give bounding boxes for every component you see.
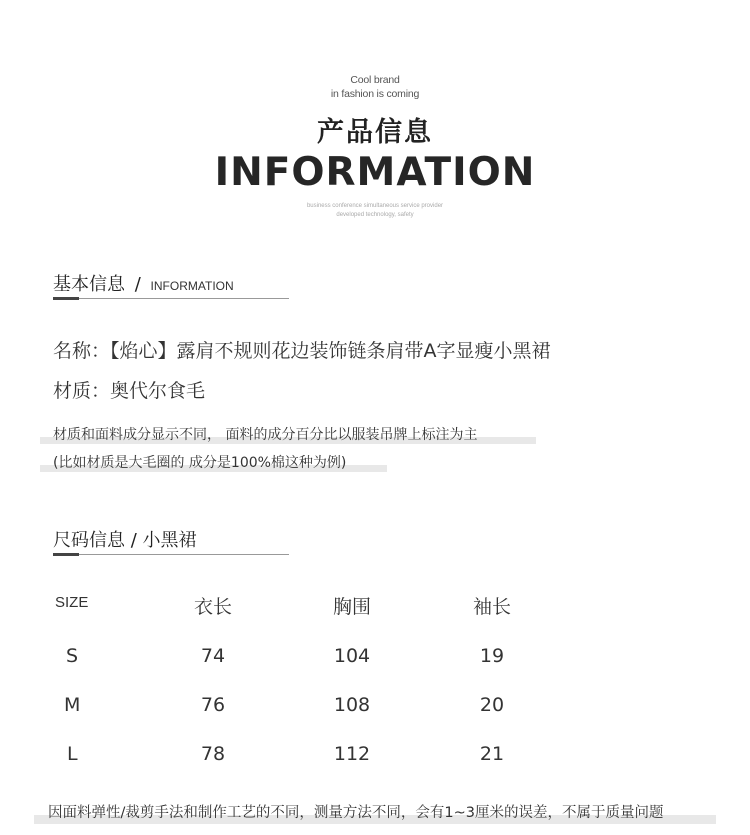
product-material: 材质：奥代尔食毛 bbox=[53, 380, 206, 402]
tagline-line-1: Cool brand bbox=[350, 74, 400, 86]
row-s-sleeve: 19 bbox=[479, 645, 505, 667]
size-info-underline-accent bbox=[53, 553, 79, 556]
row-l-chest: 112 bbox=[333, 743, 371, 765]
row-s-chest: 104 bbox=[333, 645, 371, 667]
product-name: 名称：【焰心】露肩不规则花边装饰链条肩带A字显瘦小黑裙 bbox=[53, 340, 551, 362]
basic-info-heading-en: INFORMATION bbox=[150, 279, 234, 293]
material-note-2: (比如材质是大毛圈的 成分是100%棉这种为例) bbox=[53, 455, 347, 471]
basic-info-heading bbox=[53, 270, 234, 296]
row-s-length: 74 bbox=[200, 645, 226, 667]
header-small-print-1: business conference simultaneous service provider bbox=[306, 203, 444, 209]
tagline-line-2: in fashion is coming bbox=[330, 88, 420, 100]
row-l-length: 78 bbox=[200, 743, 226, 765]
basic-info-heading-separator: / bbox=[134, 274, 141, 295]
size-info-heading: 尺码信息 / 小黑裙 bbox=[53, 530, 197, 551]
table-header-size: SIZE bbox=[55, 594, 89, 611]
basic-info-underline-accent bbox=[53, 297, 79, 300]
page-title-cn: 产品信息 bbox=[317, 117, 433, 148]
row-m-length: 76 bbox=[200, 694, 226, 716]
row-m-size: M bbox=[64, 694, 81, 716]
basic-info-heading-cn: 基本信息 bbox=[53, 274, 125, 295]
table-header-sleeve: 袖长 bbox=[472, 596, 511, 618]
header-small-print-2: developed technology, safety bbox=[336, 212, 414, 218]
row-l-sleeve: 21 bbox=[479, 743, 505, 765]
basic-info-underline bbox=[53, 298, 289, 299]
table-header-length: 衣长 bbox=[193, 596, 232, 618]
row-m-chest: 108 bbox=[333, 694, 371, 716]
row-m-sleeve: 20 bbox=[479, 694, 505, 716]
size-info-underline bbox=[53, 554, 289, 555]
table-header-chest: 胸围 bbox=[332, 596, 371, 618]
footer-note: 因面料弹性/裁剪手法和制作工艺的不同，测量方法不同，会有1~3厘米的误差，不属于质量问题 bbox=[48, 805, 664, 821]
row-s-size: S bbox=[66, 645, 79, 667]
row-l-size: L bbox=[67, 743, 78, 765]
page-title-en: INFORMATION bbox=[214, 150, 536, 195]
material-note-1: 材质和面料成分显示不同， 面料的成分百分比以服装吊牌上标注为主 bbox=[53, 427, 478, 443]
